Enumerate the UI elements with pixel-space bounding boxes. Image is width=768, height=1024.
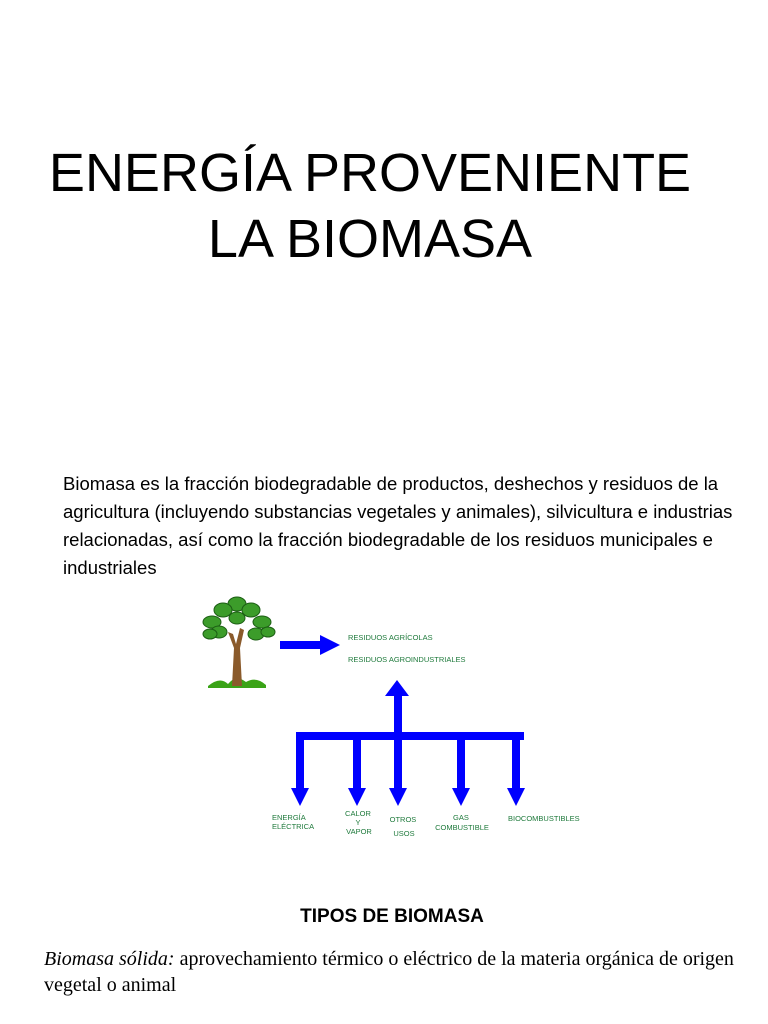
biomass-definition: Biomasa es la fracción biodegradable de productos, deshechos y residuos de la agricultura (incluyendo substancias vegetales y animales), silvicultura e industrias relacionadas, así como la fracción biodegradable de los residuos municipales e industriales bbox=[63, 473, 733, 578]
tree-icon bbox=[203, 597, 275, 688]
output-label-gas: GAS COMBUSTIBLE bbox=[435, 813, 489, 832]
biomass-type-paragraph bbox=[44, 946, 744, 998]
slide-title bbox=[0, 140, 740, 272]
section-heading: TIPOS DE BIOMASA bbox=[300, 906, 484, 927]
arrow-to-residues bbox=[280, 635, 340, 655]
title-line-1: ENERGÍA PROVENIENTE bbox=[48, 143, 692, 203]
source-label: RESIDUOS AGRÍCOLAS bbox=[348, 633, 433, 642]
title-line-2: LA BIOMASA bbox=[207, 209, 533, 269]
source-label: RESIDUOS AGROINDUSTRIALES bbox=[348, 655, 466, 664]
distribution-arrows bbox=[291, 680, 525, 806]
output-label-biocombustibles: BIOCOMBUSTIBLES bbox=[508, 814, 580, 823]
output-label-energia: ENERGÍA ELÉCTRICA bbox=[272, 813, 315, 831]
biomass-type-description: aprovechamiento térmico o eléctrico de la materia orgánica de origen vegetal o animal bbox=[44, 948, 734, 996]
biomass-flow-diagram bbox=[190, 588, 610, 848]
biomass-type-term: Biomasa sólida: bbox=[44, 948, 175, 970]
output-label-otros: OTROS USOS bbox=[389, 815, 417, 838]
output-label-calor: CALOR Y VAPOR bbox=[345, 809, 372, 836]
